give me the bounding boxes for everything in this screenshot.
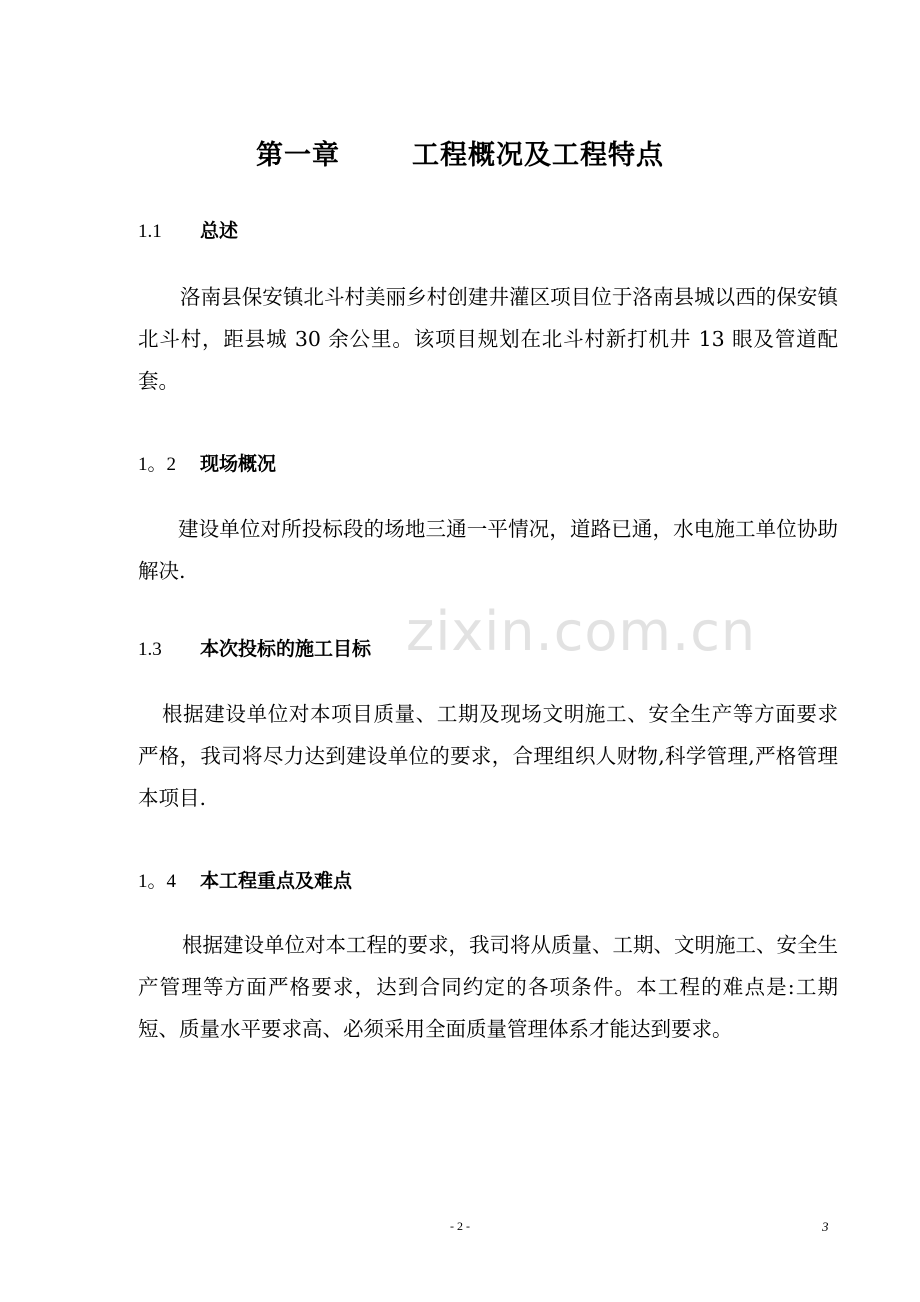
section-number: 1.1: [138, 221, 162, 242]
chapter-title: [0, 133, 920, 172]
section-title: 本工程重点及难点: [200, 870, 353, 892]
chapter-label: 第一章: [256, 140, 340, 171]
footer-sheet-number: 3: [822, 1219, 829, 1234]
section-title: 本次投标的施工目标: [200, 638, 372, 660]
section-title: 总述: [200, 220, 239, 242]
section-number: 1。2: [138, 454, 177, 475]
section-heading-1-1: [138, 216, 238, 243]
section-body-1-4: [138, 924, 838, 1050]
footer-page-number: - 2 -: [450, 1219, 470, 1233]
section-heading-1-2: [138, 449, 276, 476]
chapter-heading: 工程概况及工程特点: [412, 140, 664, 171]
paragraph: 建设单位对所投标段的场地三通一平情况，道路已通，水电施工单位协助解决.: [138, 517, 838, 583]
watermark: zixin.com.cn: [406, 600, 757, 663]
section-body-1-3: [138, 693, 838, 819]
section-body-1-2: [138, 508, 838, 592]
section-title: 现场概况: [200, 453, 277, 475]
section-heading-1-4: [138, 866, 352, 893]
paragraph: 根据建设单位对本工程的要求，我司将从质量、工期、文明施工、安全生产管理等方面严格要求，达到合同约定的各项条件。本工程的难点是:工期短、质量水平要求高、必须采用全面质量管理体系才能达到要求。: [138, 933, 838, 1041]
section-heading-1-3: [138, 634, 371, 661]
section-body-1-1: [138, 276, 838, 402]
section-number: 1。4: [138, 871, 177, 892]
paragraph: 根据建设单位对本项目质量、工期及现场文明施工、安全生产等方面要求严格，我司将尽力达到建设单位的要求，合理组织人财物,科学管理,严格管理本项目.: [138, 702, 838, 810]
section-number: 1.3: [138, 639, 162, 660]
paragraph: 洛南县保安镇北斗村美丽乡村创建井灌区项目位于洛南县城以西的保安镇北斗村，距县城 30 余公里。该项目规划在北斗村新打机井 13 眼及管道配套。: [138, 285, 838, 393]
